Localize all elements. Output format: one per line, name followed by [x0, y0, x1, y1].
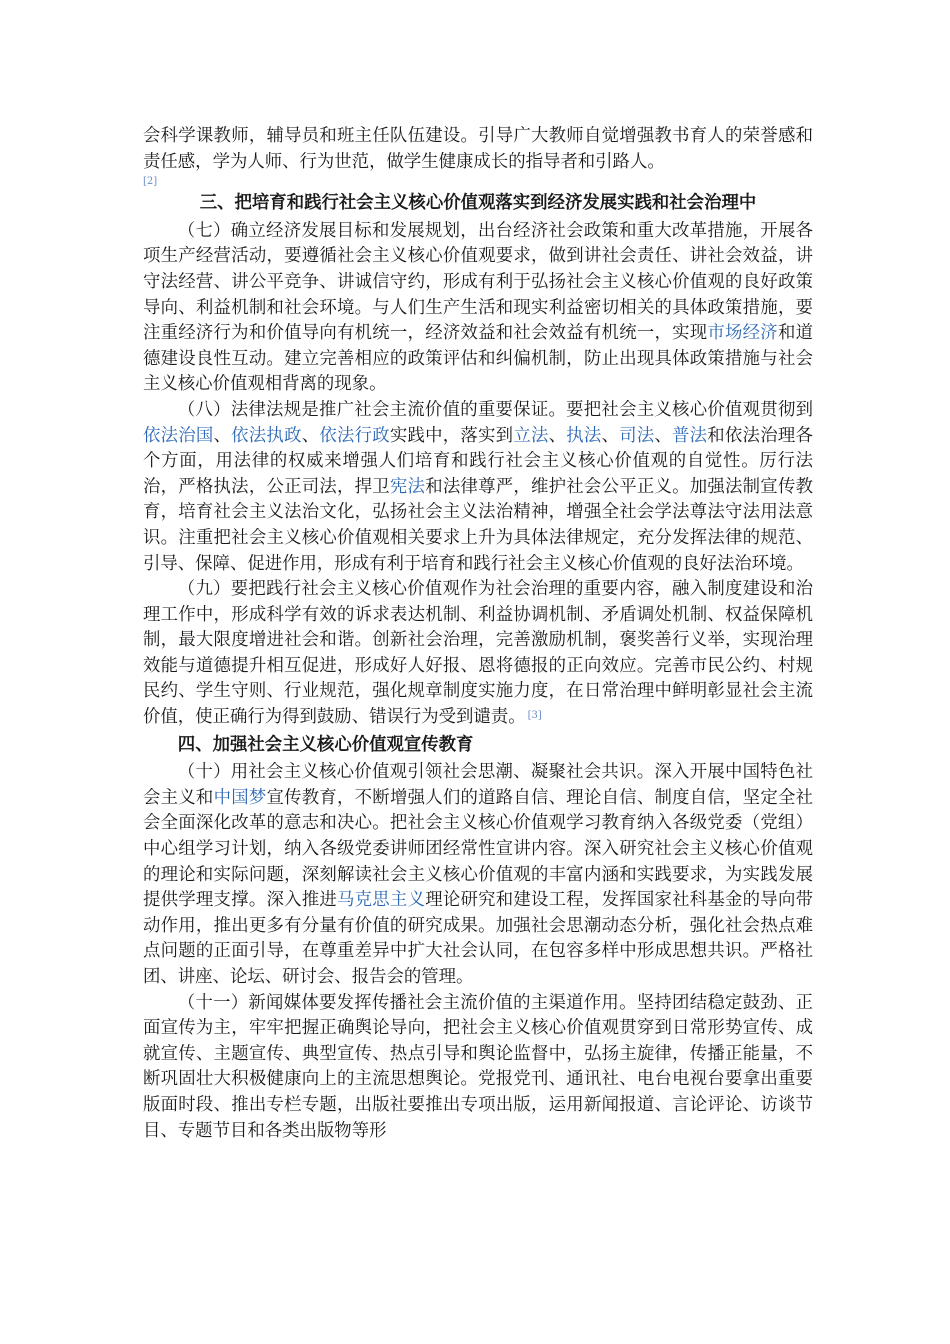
paragraph-9: （九）要把践行社会主义核心价值观作为社会治理的重要内容，融入制度建设和治理工作中，形成科学有效的诉求表达机制、利益协调机制、矛盾调处机制、权益保障机制，最大限度增进社会和谐。创新社会治理，完善激励机制，褒奖善行义举，实现治理效能与道德提升相互促进，形成好人好报、恩将德报的正向效应。完善市民公约、村规民约、学生守则、行业规范，强化规章制度实施力度，在日常治理中鲜明彰显社会主流价值，使正确行为得到鼓励、错误行为受到谴责。 [3]	[143, 579, 813, 728]
section-heading-3: 三、把培育和践行社会主义核心价值观落实到经济发展实践和社会治理中	[199, 193, 757, 214]
link-law-administration[interactable]: 依法行政	[319, 425, 390, 446]
link-legislation[interactable]: 立法	[513, 425, 549, 446]
citation-ref-2[interactable]: [2]	[143, 176, 158, 188]
paragraph-11: （十一）新闻媒体要发挥传播社会主流价值的主渠道作用。坚持团结稳定鼓劲、正面宣传为主，牢牢把握正确舆论导向，把社会主义核心价值观贯穿到日常形势宣传、成就宣传、主题宣传、典型宣传、热点引导和舆论监督中，弘扬主旋律，传播正能量，不断巩固壮大积极健康向上的主流思想舆论。党报党刊、通讯社、电台电视台要拿出重要版面时段、推出专栏专题，出版社要推出专项出版，运用新闻报道、言论评论、访谈节目、专题节目和各类出版物等形	[143, 992, 813, 1141]
citation-ref-3[interactable]: [3]	[527, 710, 542, 722]
link-constitution[interactable]: 宪法	[389, 476, 426, 497]
link-law-popularization[interactable]: 普法	[672, 425, 708, 446]
paragraph-8: （八）法律法规是推广社会主流价值的重要保证。要把社会主义核心价值观贯彻到依法治国、依法执政、依法行政实践中，落实到立法、执法、司法、普法和依法治理各个方面，用法律的权威来增强人们培育和践行社会主义核心价值观的自觉性。厉行法治，严格执法，公正司法，捍卫宪法和法律尊严，维护社会公平正义。加强法制宣传教育，培育社会主义法治文化，弘扬社会主义法治精神，增强全社会学法尊法守法用法意识。注重把社会主义核心价值观相关要求上升为具体法律规定，充分发挥法律的规范、引导、保障、促进作用，形成有利于培育和践行社会主义核心价值观的良好法治环境。	[143, 399, 813, 574]
document-page	[143, 124, 813, 1144]
link-law-governance[interactable]: 依法执政	[231, 425, 302, 446]
paragraph-teachers: 会科学课教师，辅导员和班主任队伍建设。引导广大教师自觉增强教书育人的荣誉感和责任感，学为人师、行为世范，做学生健康成长的指导者和引路人。	[143, 126, 813, 172]
link-judiciary[interactable]: 司法	[619, 425, 655, 446]
link-chinese-dream[interactable]: 中国梦	[213, 787, 267, 808]
link-marxism[interactable]: 马克思主义	[337, 890, 426, 911]
link-market-economy[interactable]: 市场经济	[707, 323, 778, 344]
link-rule-of-law[interactable]: 依法治国	[143, 425, 214, 446]
section-heading-4: 四、加强社会主义核心价值观宣传教育	[177, 734, 474, 755]
paragraph-7: （七）确立经济发展目标和发展规划，出台经济社会政策和重大改革措施，开展各项生产经营活动，要遵循社会主义核心价值观要求，做到讲社会责任、讲社会效益，讲守法经营、讲公平竞争、讲诚信守约，形成有利于弘扬社会主义核心价值观的良好政策导向、利益机制和社会环境。与人们生产生活和现实利益密切相关的具体政策措施，要注重经济行为和价值导向有机统一，经济效益和社会效益有机统一，实现市场经济和道德建设良性互动。建立完善相应的政策评估和纠偏机制，防止出现具体政策措施与社会主义核心价值观相背离的现象。	[143, 220, 813, 395]
paragraph-10: （十）用社会主义核心价值观引领社会思潮、凝聚社会共识。深入开展中国特色社会主义和中国梦宣传教育，不断增强人们的道路自信、理论自信、制度自信，坚定全社会全面深化改革的意志和决心。把社会主义核心价值观学习教育纳入各级党委（党组）中心组学习计划，纳入各级党委讲师团经常性宣讲内容。深入研究社会主义核心价值观的理论和实际问题，深刻解读社会主义核心价值观的丰富内涵和实践要求，为实践发展提供学理支撑。深入推进马克思主义理论研究和建设工程，发挥国家社科基金的导向带动作用，推出更多有分量有价值的研究成果。加强社会思潮动态分析，强化社会热点难点问题的正面引导，在尊重差异中扩大社会认同，在包容多样中形成思想共识。严格社团、讲座、论坛、研讨会、报告会的管理。	[143, 762, 813, 987]
link-law-enforcement[interactable]: 执法	[566, 425, 602, 446]
